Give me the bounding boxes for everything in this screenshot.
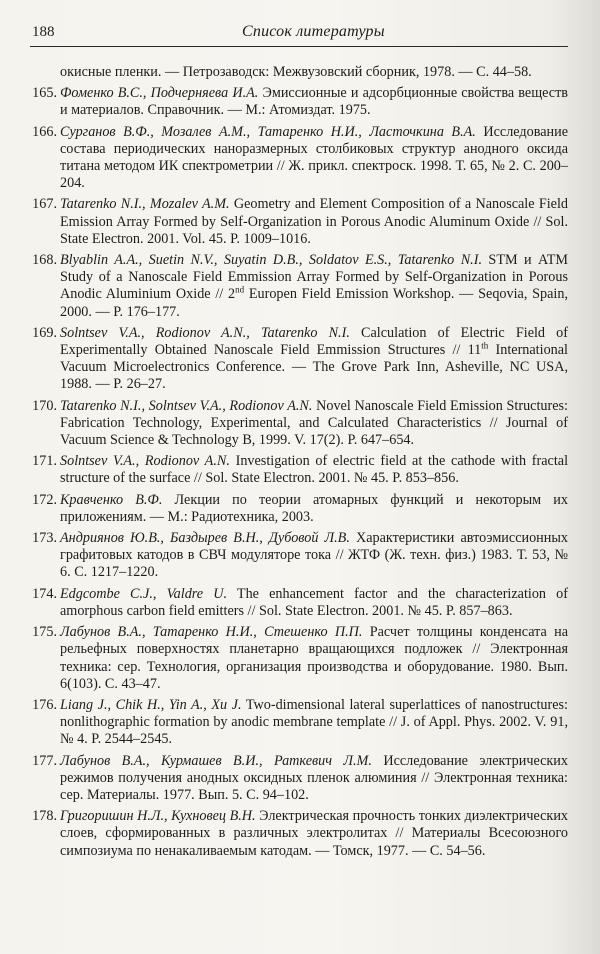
page-number: 188 bbox=[32, 24, 55, 40]
reference-authors: Tatarenko N.I., Solntsev V.A., Rodionov A.N. bbox=[60, 397, 313, 414]
reference-text: Характеристики автоэмиссионных графитовых катодов в СВЧ модуляторе тока // ЖТФ (Ж. техн. физ.) 1983. Т. 53, № 6. С. 1217–1220. bbox=[60, 530, 568, 581]
reference-number: 175. bbox=[32, 624, 57, 641]
reference-authors: Кравченко В.Ф. bbox=[60, 491, 163, 508]
reference-authors: Лабунов В.А., Курмашев В.И., Раткевич Л.М. bbox=[60, 752, 372, 769]
reference-item bbox=[30, 252, 568, 321]
reference-text-continued: International Vacuum Microelectronics Conference. — The Grove Park Inn, Asheville, NC USA, 1988. — P. 26–27. bbox=[60, 342, 568, 393]
reference-text: Two-dimensional lateral superlattices of nanostructures: nonlithographic formation by anodic membrane template // J. of Appl. Phys. 2002. V. 91, № 4. P. 2544–2545. bbox=[60, 696, 568, 748]
reference-number: 168. bbox=[32, 252, 57, 269]
reference-item bbox=[30, 530, 568, 582]
reference-text: Исследование электрических режимов получения анодных оксидных пленок алюминия // Электронная техника: сер. Материалы. 1977. Вып. 5. С. 94–102. bbox=[60, 752, 568, 803]
reference-authors: Андриянов Ю.В., Баздырев В.Н., Дубовой Л.В. bbox=[60, 530, 350, 547]
reference-authors: Edgcombe C.J., Valdre U. bbox=[60, 585, 228, 602]
reference-item bbox=[30, 196, 568, 248]
reference-text: Расчет толщины конденсата на рельефных поверхностях планетарно вращающихся подложек // Электронная техника: сер. Технология, организация производства и оборудование. 1980. Вып. 6(103). С. 43–47. bbox=[60, 624, 568, 692]
reference-continuation bbox=[30, 64, 568, 81]
reference-text: Эмиссионные и адсорбционные свойства веществ и материалов. Справочник. — М.: Атомиздат. 1975. bbox=[60, 85, 568, 119]
reference-number: 174. bbox=[32, 585, 57, 602]
reference-text: Geometry and Element Composition of a Nanoscale Field Emission Array Formed by Self-Organization in Porous Anodic Aluminum Oxide // Sol. State Electron. 2001. Vol. 45. P. 1009–1016. bbox=[60, 196, 568, 247]
reference-number: 167. bbox=[32, 196, 57, 213]
reference-text: Calculation of Electric Field of Experimentally Obtained Nanoscale Field Emmission Structures // 11 bbox=[60, 324, 568, 359]
reference-item bbox=[30, 492, 568, 526]
reference-text: The enhancement factor and the characterization of amorphous carbon field emitters // Sol. State Electron. 2001. № 45. P. 857–863. bbox=[60, 585, 568, 619]
reference-authors: Лабунов В.А., Татаренко Н.И., Стешенко П.П. bbox=[60, 624, 363, 641]
reference-text: Лекции по теории атомарных функций и некоторым их приложениям. — М.: Радиотехника, 2003. bbox=[60, 491, 568, 525]
reference-list bbox=[30, 64, 568, 864]
reference-authors: Blyablin A.A., Suetin N.V., Suyatin D.B., Soldatov E.S., Tatarenko N.I. bbox=[60, 252, 482, 269]
reference-text: окисные пленки. — Петрозаводск: Межвузовский сборник, 1978. — С. 44–58. bbox=[60, 64, 532, 80]
reference-text: Investigation of electric field at the cathode with fractal structure of the surface // Sol. State Electron. 2001. № 45. P. 853–856. bbox=[60, 453, 569, 487]
reference-authors: Liang J., Chik H., Yin A., Xu J. bbox=[60, 696, 242, 713]
reference-number: 172. bbox=[32, 491, 57, 508]
reference-text: Электрическая прочность тонких диэлектрических слоев, сформированных в различных электролитах // Материалы Всесоюзного симпозиума по ненакаливаемым катодам. — Томск, 1977. — С. 54–56. bbox=[60, 808, 569, 859]
reference-authors: Фоменко В.С., Подчерняева И.А. bbox=[60, 85, 259, 102]
reference-number: 166. bbox=[32, 123, 57, 140]
reference-number: 169. bbox=[32, 324, 57, 341]
reference-superscript: th bbox=[481, 340, 489, 351]
reference-item bbox=[30, 325, 568, 394]
reference-text: Исследование состава периодических наноразмерных столбиковых структур анодного оксида титана методом ИК спектрометрии // Ж. прикл. спектроск. 1998. Т. 65, № 2. С. 200–204. bbox=[60, 123, 568, 192]
reference-item bbox=[30, 85, 568, 119]
reference-text-continued: Europen Field Emission Workshop. — Seqovia, Spain, 2000. — P. 176–177. bbox=[60, 286, 569, 320]
reference-item bbox=[30, 697, 568, 749]
reference-item bbox=[30, 808, 568, 860]
reference-item bbox=[30, 124, 568, 193]
reference-authors: Solntsev V.A., Rodionov A.N. bbox=[60, 453, 230, 470]
reference-number: 177. bbox=[32, 752, 57, 769]
reference-number: 178. bbox=[32, 808, 57, 825]
reference-item bbox=[30, 398, 568, 450]
page-header bbox=[30, 20, 568, 47]
reference-number: 165. bbox=[32, 85, 57, 102]
reference-item bbox=[30, 624, 568, 693]
reference-item bbox=[30, 753, 568, 805]
reference-number: 171. bbox=[32, 453, 57, 470]
reference-item bbox=[30, 586, 568, 620]
reference-number: 173. bbox=[32, 530, 57, 547]
reference-authors: Григоришин Н.Л., Кухновец В.Н. bbox=[60, 808, 256, 825]
reference-item bbox=[30, 453, 568, 487]
reference-superscript: nd bbox=[235, 284, 245, 295]
reference-text: STM и ATM Study of a Nanoscale Field Emmission Array Formed by Self-Organization in Porous Anodic Aluminium Oxide // 2 bbox=[60, 252, 569, 303]
reference-text: Novel Nanoscale Field Emission Structures: Fabrication Technology, Experimental, and Calculated Characteristics // Journal of Vacuum Science & Technology B, 1999. V. 17(2). P. 647–654. bbox=[60, 397, 568, 449]
running-title: Список литературы bbox=[242, 23, 385, 40]
reference-number: 176. bbox=[32, 696, 57, 713]
reference-authors: Сурганов В.Ф., Мозалев А.М., Татаренко Н.И., Ласточкина В.А. bbox=[60, 123, 476, 140]
reference-number: 170. bbox=[32, 397, 57, 414]
reference-authors: Tatarenko N.I., Mozalev A.M. bbox=[60, 196, 230, 213]
reference-authors: Solntsev V.A., Rodionov A.N., Tatarenko N.I. bbox=[60, 324, 350, 341]
